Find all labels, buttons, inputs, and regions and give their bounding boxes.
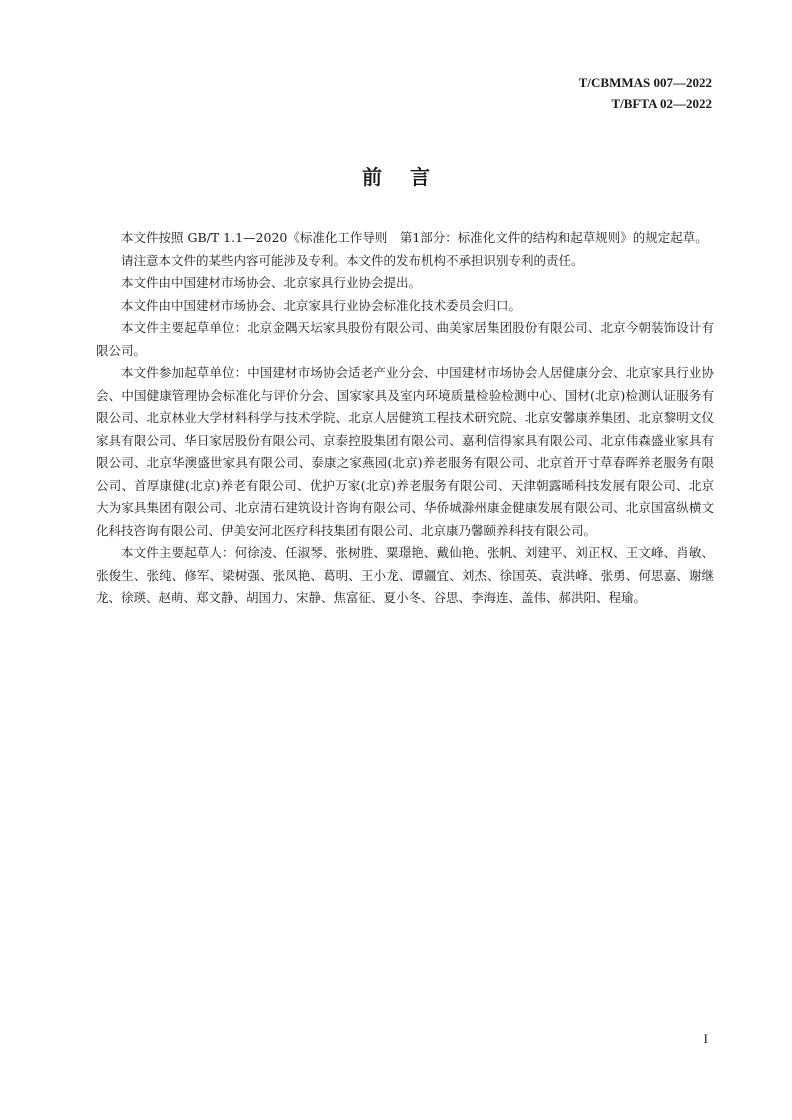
standard-code-secondary: T/BFTA 02—2022	[611, 96, 712, 111]
paragraph-centralized-by: 本文件由中国建材市场协会、北京家具行业协会标准化技术委员会归口。	[121, 297, 522, 313]
page-number: I	[703, 1031, 708, 1046]
paragraph-patent-notice: 请注意本文件的某些内容可能涉及专利。本文件的发布机构不承担识别专利的责任。	[121, 252, 584, 268]
paragraph-proposed-by: 本文件由中国建材市场协会、北京家具行业协会提出。	[121, 275, 422, 290]
page-title: 前言	[362, 165, 458, 189]
paragraph-participating-units: 本文件参加起草单位：中国建材市场协会适老产业分会、中国建材市场协会人居健康分会、北京家具行业协会、中国健康管理协会标准化与评价分会、国家家具及室内环境质量检验检测中心、国材(北京)检测认证服务有限公司、北京林业大学材料科学与技术学院、北京人居健筑工程技术研究院、北京安馨康养集团、北京黎明文仪家具有限公司、华日家居股份有限公司、京泰控股集团有限公司、嘉利信得家具有限公司、北京伟森盛业家具有限公司、北京华澳盛世家具有限公司、泰康之家燕园(北京)养老服务有限公司、北京首开寸草春晖养老服务有限公司、首厚康健(北京)养老有限公司、优护万家(北京)养老服务有限公司、天津朝露晞科技发展有限公司、北京大为家具集团有限公司、北京清石建筑设计咨询有限公司、华侨城滁州康金健康发展有限公司、北京国富纵横文化科技咨询有限公司、伊美安河北医疗科技集团有限公司、北京康乃馨颐养科技有限公司。	[96, 365, 714, 538]
standard-code-primary: T/CBMMAS 007—2022	[578, 75, 712, 90]
paragraph-main-drafting-units: 本文件主要起草单位：北京金隅天坛家具股份有限公司、曲美家居集团股份有限公司、北京今朝装饰设计有限公司。	[96, 320, 714, 358]
paragraph-main-drafters: 本文件主要起草人：何徐凌、任淑琴、张树胜、粟璟艳、戴仙艳、张帆、刘建平、刘正权、王文峰、肖敏、张俊生、张纯、修军、梁树强、张凤艳、葛明、王小龙、谭疆宜、刘杰、徐国英、袁洪峰、张勇、何思嘉、谢继龙、徐瑛、赵萌、郑文静、胡国力、宋静、焦富征、夏小冬、谷思、李海连、盖伟、郝洪阳、程瑜。	[96, 545, 714, 605]
paragraph-drafting-rules: 本文件按照 GB/T 1.1—2020《标准化工作导则 第1部分：标准化文件的结构和起草规则》的规定起草。	[121, 230, 708, 245]
standard-codes	[579, 72, 712, 114]
foreword-body	[96, 227, 714, 610]
